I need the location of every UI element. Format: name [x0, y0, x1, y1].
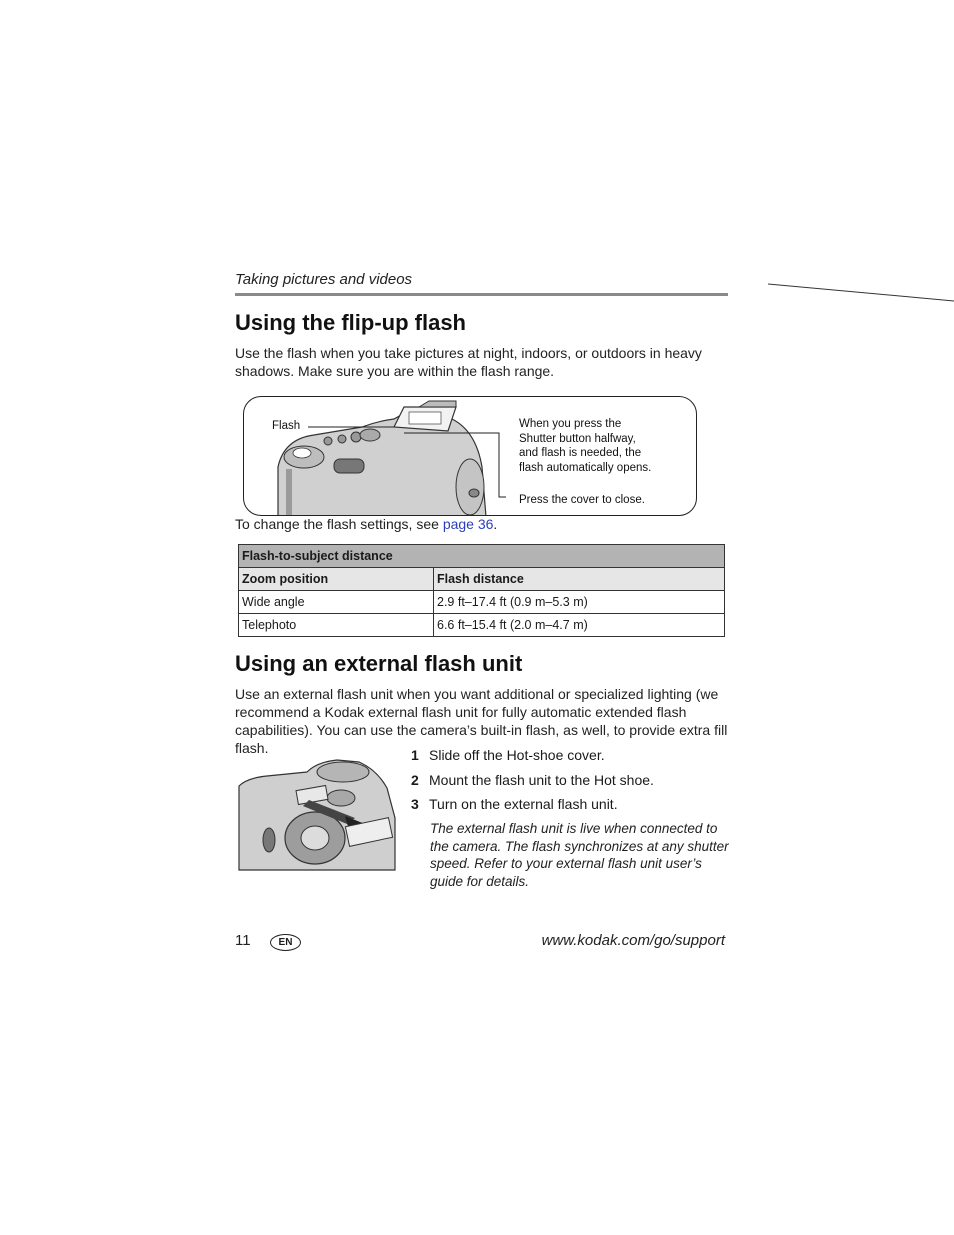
- list-item: 3 Turn on the external flash unit.: [411, 796, 618, 812]
- table-cell: Telephoto: [239, 614, 434, 637]
- flash-illustration-box: [243, 396, 697, 516]
- external-intro: Use an external flash unit when you want additional or specialized lighting (we recommend a Kodak external flash unit for fully automatic extended flash capabilities). You can use the camera’s built-in flash, as well, to provide extra fill flash.: [235, 686, 728, 756]
- flash-distance-table: [238, 544, 725, 637]
- hot-shoe-illustration: [237, 758, 397, 872]
- header-rule: [235, 293, 728, 296]
- page-number: 11: [235, 932, 251, 949]
- column-header-distance: Flash distance: [434, 568, 725, 591]
- list-item: 1 Slide off the Hot-shoe cover.: [411, 747, 605, 763]
- column-header-zoom: Zoom position: [239, 568, 434, 591]
- table-row: [239, 591, 725, 614]
- support-url: www.kodak.com/go/support: [541, 932, 725, 949]
- margin-line: [768, 283, 954, 303]
- callout-press-cover: Press the cover to close.: [519, 494, 645, 506]
- table-title-row: [239, 545, 725, 568]
- page-36-link[interactable]: page 36: [442, 516, 494, 532]
- table-cell: 6.6 ft–15.4 ft (2.0 m–4.7 m): [434, 614, 725, 637]
- steps-list: [411, 747, 654, 821]
- callout-press-shutter: When you press the Shutter button halfway, and flash is needed, the flash automatically opens.: [519, 418, 652, 474]
- flipup-intro: Use the flash when you take pictures at night, indoors, or outdoors in heavy shadows. Make sure you are within the flash range.: [235, 345, 702, 379]
- table-row: [239, 614, 725, 637]
- language-badge: EN: [270, 934, 301, 951]
- table-cell: Wide angle: [239, 591, 434, 614]
- table-cell: 2.9 ft–17.4 ft (0.9 m–5.3 m): [434, 591, 725, 614]
- section-title-external-flash: Using an external flash unit: [235, 651, 523, 676]
- table-header-row: [239, 568, 725, 591]
- running-header: Taking pictures and videos: [235, 271, 413, 288]
- table-title: Flash-to-subject distance: [239, 545, 725, 568]
- section-title-flipup-flash: Using the flip-up flash: [235, 310, 466, 335]
- flash-settings-reference: To change the flash settings, see page 36.: [235, 516, 498, 532]
- external-flash-note: The external flash unit is live when connected to the camera. The flash synchronizes at any shutter speed. Refer to your external flash unit user’s guide for details.: [430, 821, 729, 889]
- list-item: 2 Mount the flash unit to the Hot shoe.: [411, 771, 654, 788]
- callout-flash: Flash: [272, 420, 301, 432]
